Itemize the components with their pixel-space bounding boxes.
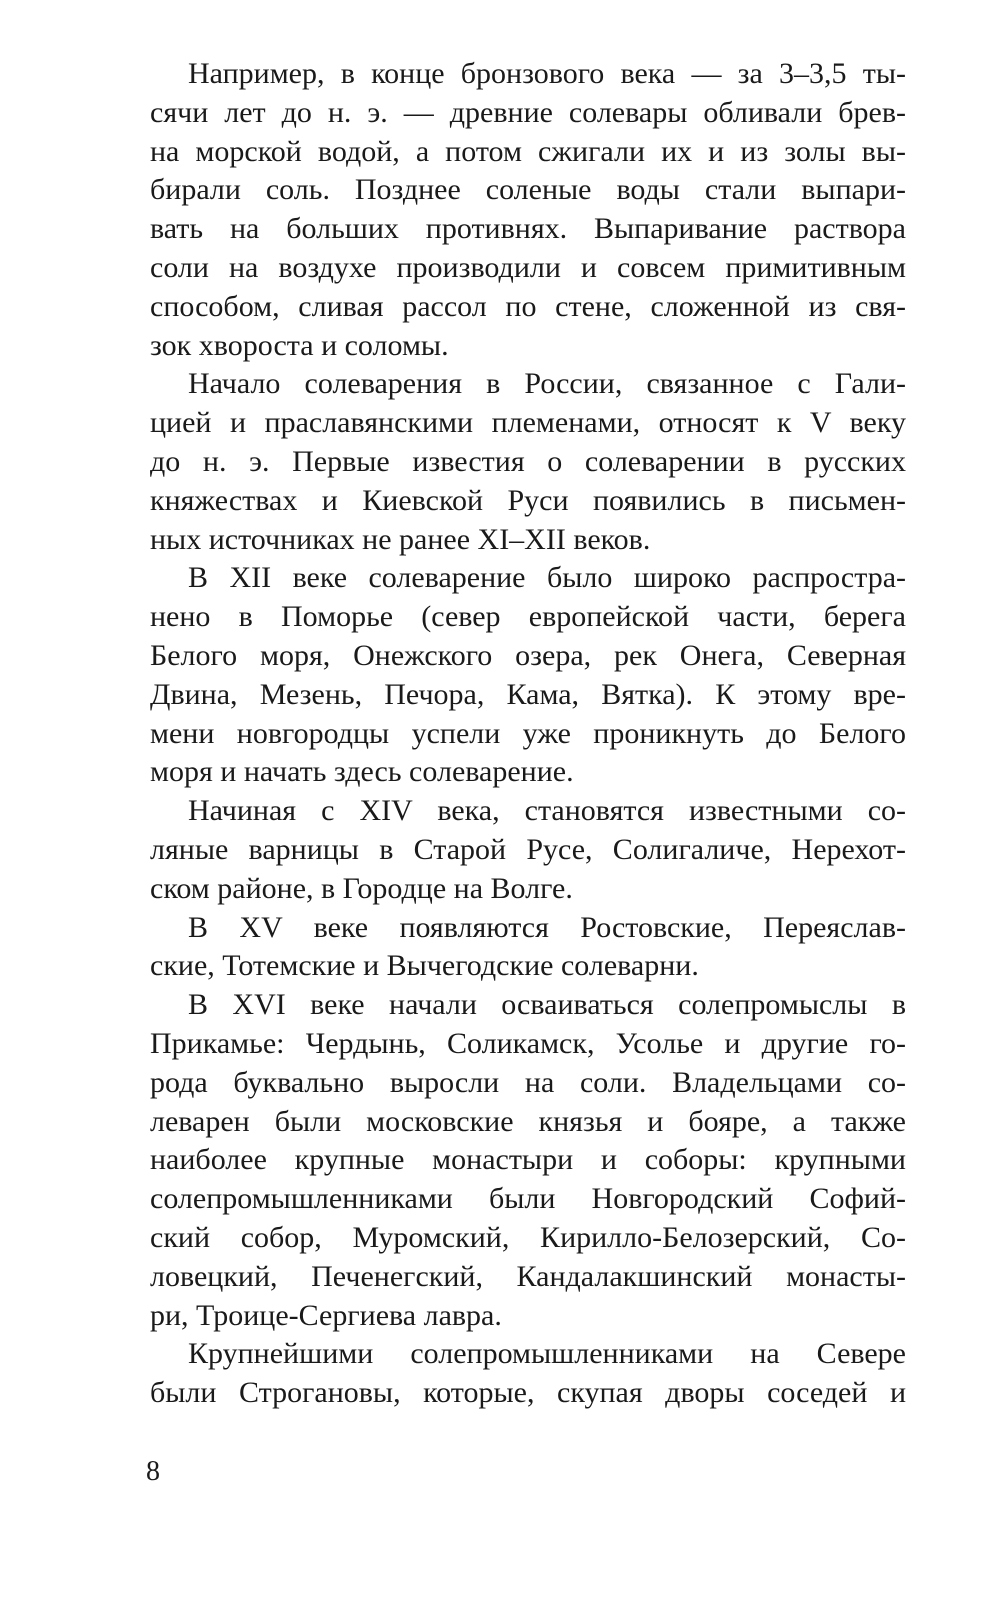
text-line: ские, Тотемские и Вычегодские солеварни. — [150, 949, 699, 983]
text-line: бирали соль. Позднее соленые воды стали выпари- — [150, 173, 906, 207]
text-line: способом, сливая рассол по стене, сложенной из свя- — [150, 289, 906, 323]
text-line: на морской водой, а потом сжигали их и из золы вы- — [150, 134, 906, 168]
paragraph — [150, 792, 906, 908]
text-line: соли на воздухе производили и совсем примитивным — [150, 250, 906, 284]
text-line: ском районе, в Городце на Волге. — [150, 871, 573, 905]
paragraph — [150, 1335, 906, 1413]
page-number: 8 — [146, 1456, 160, 1487]
text-line: Белого моря, Онежского озера, рек Онега, Северная — [150, 638, 906, 672]
text-line: Крупнейшими солепромышленниками на Севере — [188, 1337, 906, 1371]
text-line: В XII веке солеварение было широко распростра- — [188, 561, 906, 595]
page-body-text — [150, 55, 906, 1413]
text-line: ри, Троице-Сергиева лавра. — [150, 1298, 502, 1332]
text-line: моря и начать здесь солеварение. — [150, 755, 574, 789]
text-line: княжествах и Киевской Руси появились в письмен- — [150, 483, 906, 517]
paragraph — [150, 55, 906, 365]
text-line: цией и праславянскими племенами, относят к V веку — [150, 406, 906, 440]
text-line: рода буквально выросли на соли. Владельцами со- — [150, 1065, 906, 1099]
text-line: зок хвороста и соломы. — [150, 328, 449, 362]
text-line: Двина, Мезень, Печора, Кама, Вятка). К этому вре- — [150, 677, 906, 711]
text-line: солепромышленниками были Новгородский Софий- — [150, 1182, 906, 1216]
text-line: сячи лет до н. э. — древние солевары обливали брев- — [150, 95, 906, 129]
text-line: наиболее крупные монастыри и соборы: крупными — [150, 1143, 906, 1177]
text-line: мени новгородцы успели уже проникнуть до Белого — [150, 716, 906, 750]
text-line: до н. э. Первые известия о солеварении в русских — [150, 444, 906, 478]
text-line: Например, в конце бронзового века — за 3–3,5 ты- — [188, 57, 906, 90]
text-line: нено в Поморье (север европейской части, берега — [150, 600, 906, 634]
text-line: леварен были московские князья и бояре, а также — [150, 1104, 906, 1138]
text-line: Прикамье: Чердынь, Соликамск, Усолье и другие го- — [150, 1026, 906, 1060]
paragraph — [150, 986, 906, 1335]
text-line: были Строгановы, которые, скупая дворы соседей и — [150, 1376, 906, 1410]
text-line: В XV веке появляются Ростовские, Переяслав- — [188, 910, 906, 944]
paragraph — [150, 559, 906, 792]
text-line: В XVI веке начали осваиваться солепромыслы в — [188, 988, 906, 1022]
text-line: ловецкий, Печенегский, Кандалакшинский монасты- — [150, 1259, 906, 1293]
text-line: ляные варницы в Старой Русе, Солигаличе, Нерехот- — [150, 832, 906, 866]
paragraph — [150, 909, 906, 987]
paragraph — [150, 365, 906, 559]
text-line: Начало солеварения в России, связанное с Гали- — [188, 367, 906, 401]
text-line: ных источниках не ранее XI–XII веков. — [150, 522, 651, 556]
text-line: Начиная с XIV века, становятся известными со- — [188, 794, 906, 828]
text-line: вать на больших противнях. Выпаривание раствора — [150, 212, 906, 246]
text-line: ский собор, Муромский, Кирилло-Белозерский, Со- — [150, 1220, 906, 1254]
